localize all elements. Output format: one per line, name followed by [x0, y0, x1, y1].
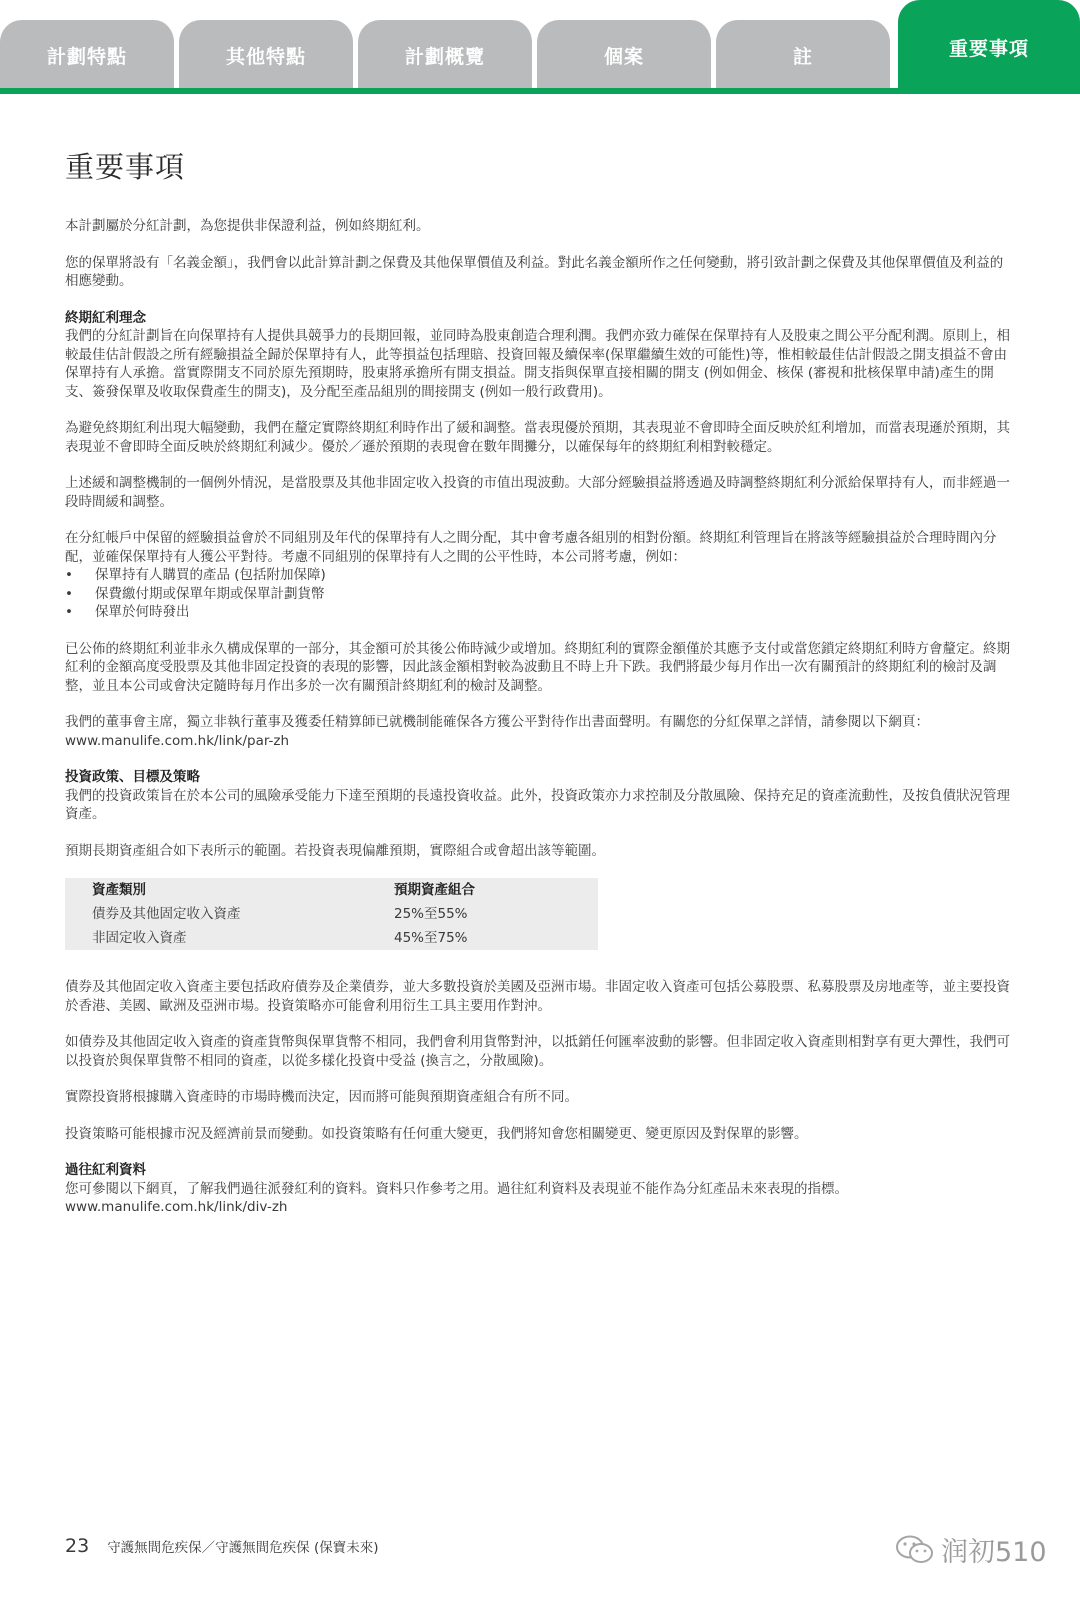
bullet-list [65, 566, 1015, 622]
paragraph: 預期長期資產組合如下表所示的範圍。若投資表現偏離預期，實際組合或會超出該等範圍。 [65, 842, 605, 859]
tab-case[interactable]: 個案 [537, 20, 713, 90]
paragraph-with-link: 我們的董事會主席，獨立非執行董事及獲委任精算師已就機制能確保各方獲公平對待作出書面聲明。有關您的分紅保單之詳情，請參閱以下網頁：www.manulife.com.hk/link/par-zh [65, 714, 929, 749]
list-item: • 保單持有人購買的產品 (包括附加保障) [65, 566, 1015, 585]
table-header: 資產類別 [92, 882, 146, 898]
intro-paragraph: 本計劃屬於分紅計劃，為您提供非保證利益，例如終期紅利。 [65, 218, 430, 234]
list-item: • 保費繳付期或保單年期或保單計劃貨幣 [65, 585, 1015, 604]
page-footer [65, 1535, 379, 1557]
table-row [65, 902, 598, 926]
tab-other-features[interactable]: 其他特點 [179, 20, 355, 90]
section-heading-investment: 投資政策、目標及策略 [65, 769, 200, 785]
tab-plan-features[interactable]: 計劃特點 [0, 20, 176, 90]
table-row [65, 926, 598, 950]
page-number: 23 [65, 1535, 90, 1557]
paragraph: 我們的分紅計劃旨在向保單持有人提供具競爭力的長期回報，並同時為股東創造合理利潤。我們亦致力確保在保單持有人及股東之間公平分配利潤。原則上，相較最佳估計假設之所有經驗損益全歸於保單持有人，此等損益包括理賠、投資回報及續保率(保單繼續生效的可能性)等，惟相較最佳估計假設之開支損益不會由保單持有人承擔。當實際開支不同於原先預期時，股東將承擔所有開支損益。開支指與保單直接相關的開支 (例如佣金、核保 (審視和批核保單申請)產生的開支、簽發保單及收取保費產生的開支)，及分配至產品組別的間接開支 (例如一般行政費用)。 [65, 328, 1010, 400]
tab-notes[interactable]: 註 [716, 20, 892, 90]
paragraph: 在分紅帳戶中保留的經驗損益會於不同組別及年代的保單持有人之間分配，其中會考慮各組別的相對份額。終期紅利管理旨在將該等經驗損益於合理時間內分配，並確保保單持有人獲公平對待。考慮不同組別的保單持有人之間的公平性時，本公司將考慮，例如： [65, 530, 997, 565]
product-name: 守護無間危疾保／守護無間危疾保 (保寶未來) [107, 1540, 379, 1556]
table-header: 預期資產組合 [394, 882, 475, 898]
dividend-link[interactable]: www.manulife.com.hk/link/div-zh [65, 1199, 288, 1215]
table-cell: 45%至75% [394, 930, 468, 946]
table-header-row [65, 878, 598, 902]
paragraph: 您可參閱以下網頁，了解我們過往派發紅利的資料。資料只作參考之用。過往紅利資料及表現並不能作為分紅產品未來表現的指標。 [65, 1180, 848, 1197]
tab-bar [0, 0, 1080, 96]
paragraph: 如債券及其他固定收入資產的資產貨幣與保單貨幣不相同，我們會利用貨幣對沖，以抵銷任何匯率波動的影響。但非固定收入資產則相對享有更大彈性，我們可以投資於與保單貨幣不相同的資產，以從多樣化投資中受益 (換言之，分散風險)。 [65, 1034, 1010, 1069]
paragraph: 債券及其他固定收入資產主要包括政府債券及企業債券，並大多數投資於美國及亞洲市場。非固定收入資產可包括公募股票、私募股票及房地產等，並主要投資於香港、美國、歐洲及亞洲市場。投資策略亦可能會利用衍生工具主要用作對沖。 [65, 979, 1010, 1014]
paragraph: 我們的投資政策旨在於本公司的風險承受能力下達至預期的長遠投資收益。此外，投資政策亦力求控制及分散風險、保持充足的資產流動性，及按負債狀況管理資產。 [65, 787, 1010, 822]
paragraph: 已公佈的終期紅利並非永久構成保單的一部分，其金額可於其後公佈時減少或增加。終期紅利的實際金額僅於其應予支付或當您鎖定終期紅利時方會釐定。終期紅利的金額高度受股票及其他非固定投資的表現的影響，因此該金額相對較為波動且不時上升下跌。我們將最少每月作出一次有關預計的終期紅利的檢討及調整，並且本公司或會決定隨時每月作出多於一次有關預計終期紅利的檢討及調整。 [65, 640, 1010, 694]
page-title: 重要事項 [65, 150, 186, 184]
paragraph: 上述緩和調整機制的一個例外情況，是當股票及其他非固定收入投資的市值出現波動。大部分經驗損益將透過及時調整終期紅利分派給保單持有人，而非經過一段時間緩和調整。 [65, 475, 1010, 510]
watermark [895, 1530, 1047, 1569]
table-cell: 25%至55% [394, 906, 468, 922]
section-heading-past-bonus: 過往紅利資料 [65, 1162, 146, 1178]
paragraph: 實際投資將根據購入資產時的市場時機而決定，因而將可能與預期資產組合有所不同。 [65, 1089, 578, 1105]
asset-allocation-table [65, 878, 598, 950]
tab-underline [0, 88, 1080, 94]
intro-paragraph: 您的保單將設有「名義金額」，我們會以此計算計劃之保費及其他保單價值及利益。對此名義金額所作之任何變動，將引致計劃之保費及其他保單價值及利益的相應變動。 [65, 254, 1004, 289]
watermark-text: 润初510 [941, 1537, 1047, 1568]
main-content [65, 150, 1015, 1217]
section-heading-terminal-bonus: 終期紅利理念 [65, 309, 146, 326]
table-cell: 非固定收入資產 [92, 930, 187, 946]
table-cell: 債券及其他固定收入資產 [92, 906, 241, 922]
wechat-icon [895, 1534, 935, 1566]
paragraph: 投資策略可能根據市況及經濟前景而變動。如投資策略有任何重大變更，我們將知會您相關變更、變更原因及對保單的影響。 [65, 1125, 808, 1142]
list-item: • 保單於何時發出 [65, 603, 1015, 622]
paragraph: 為避免終期紅利出現大幅變動，我們在釐定實際終期紅利時作出了緩和調整。當表現優於預期，其表現並不會即時全面反映於紅利增加，而當表現遜於預期，其表現並不會即時全面反映於終期紅利減少。優於／遜於預期的表現會在數年間攤分，以確保每年的終期紅利相對較穩定。 [65, 420, 1010, 455]
tab-plan-overview[interactable]: 計劃概覽 [358, 20, 534, 90]
tab-important-notes[interactable]: 重要事項 [898, 0, 1080, 92]
